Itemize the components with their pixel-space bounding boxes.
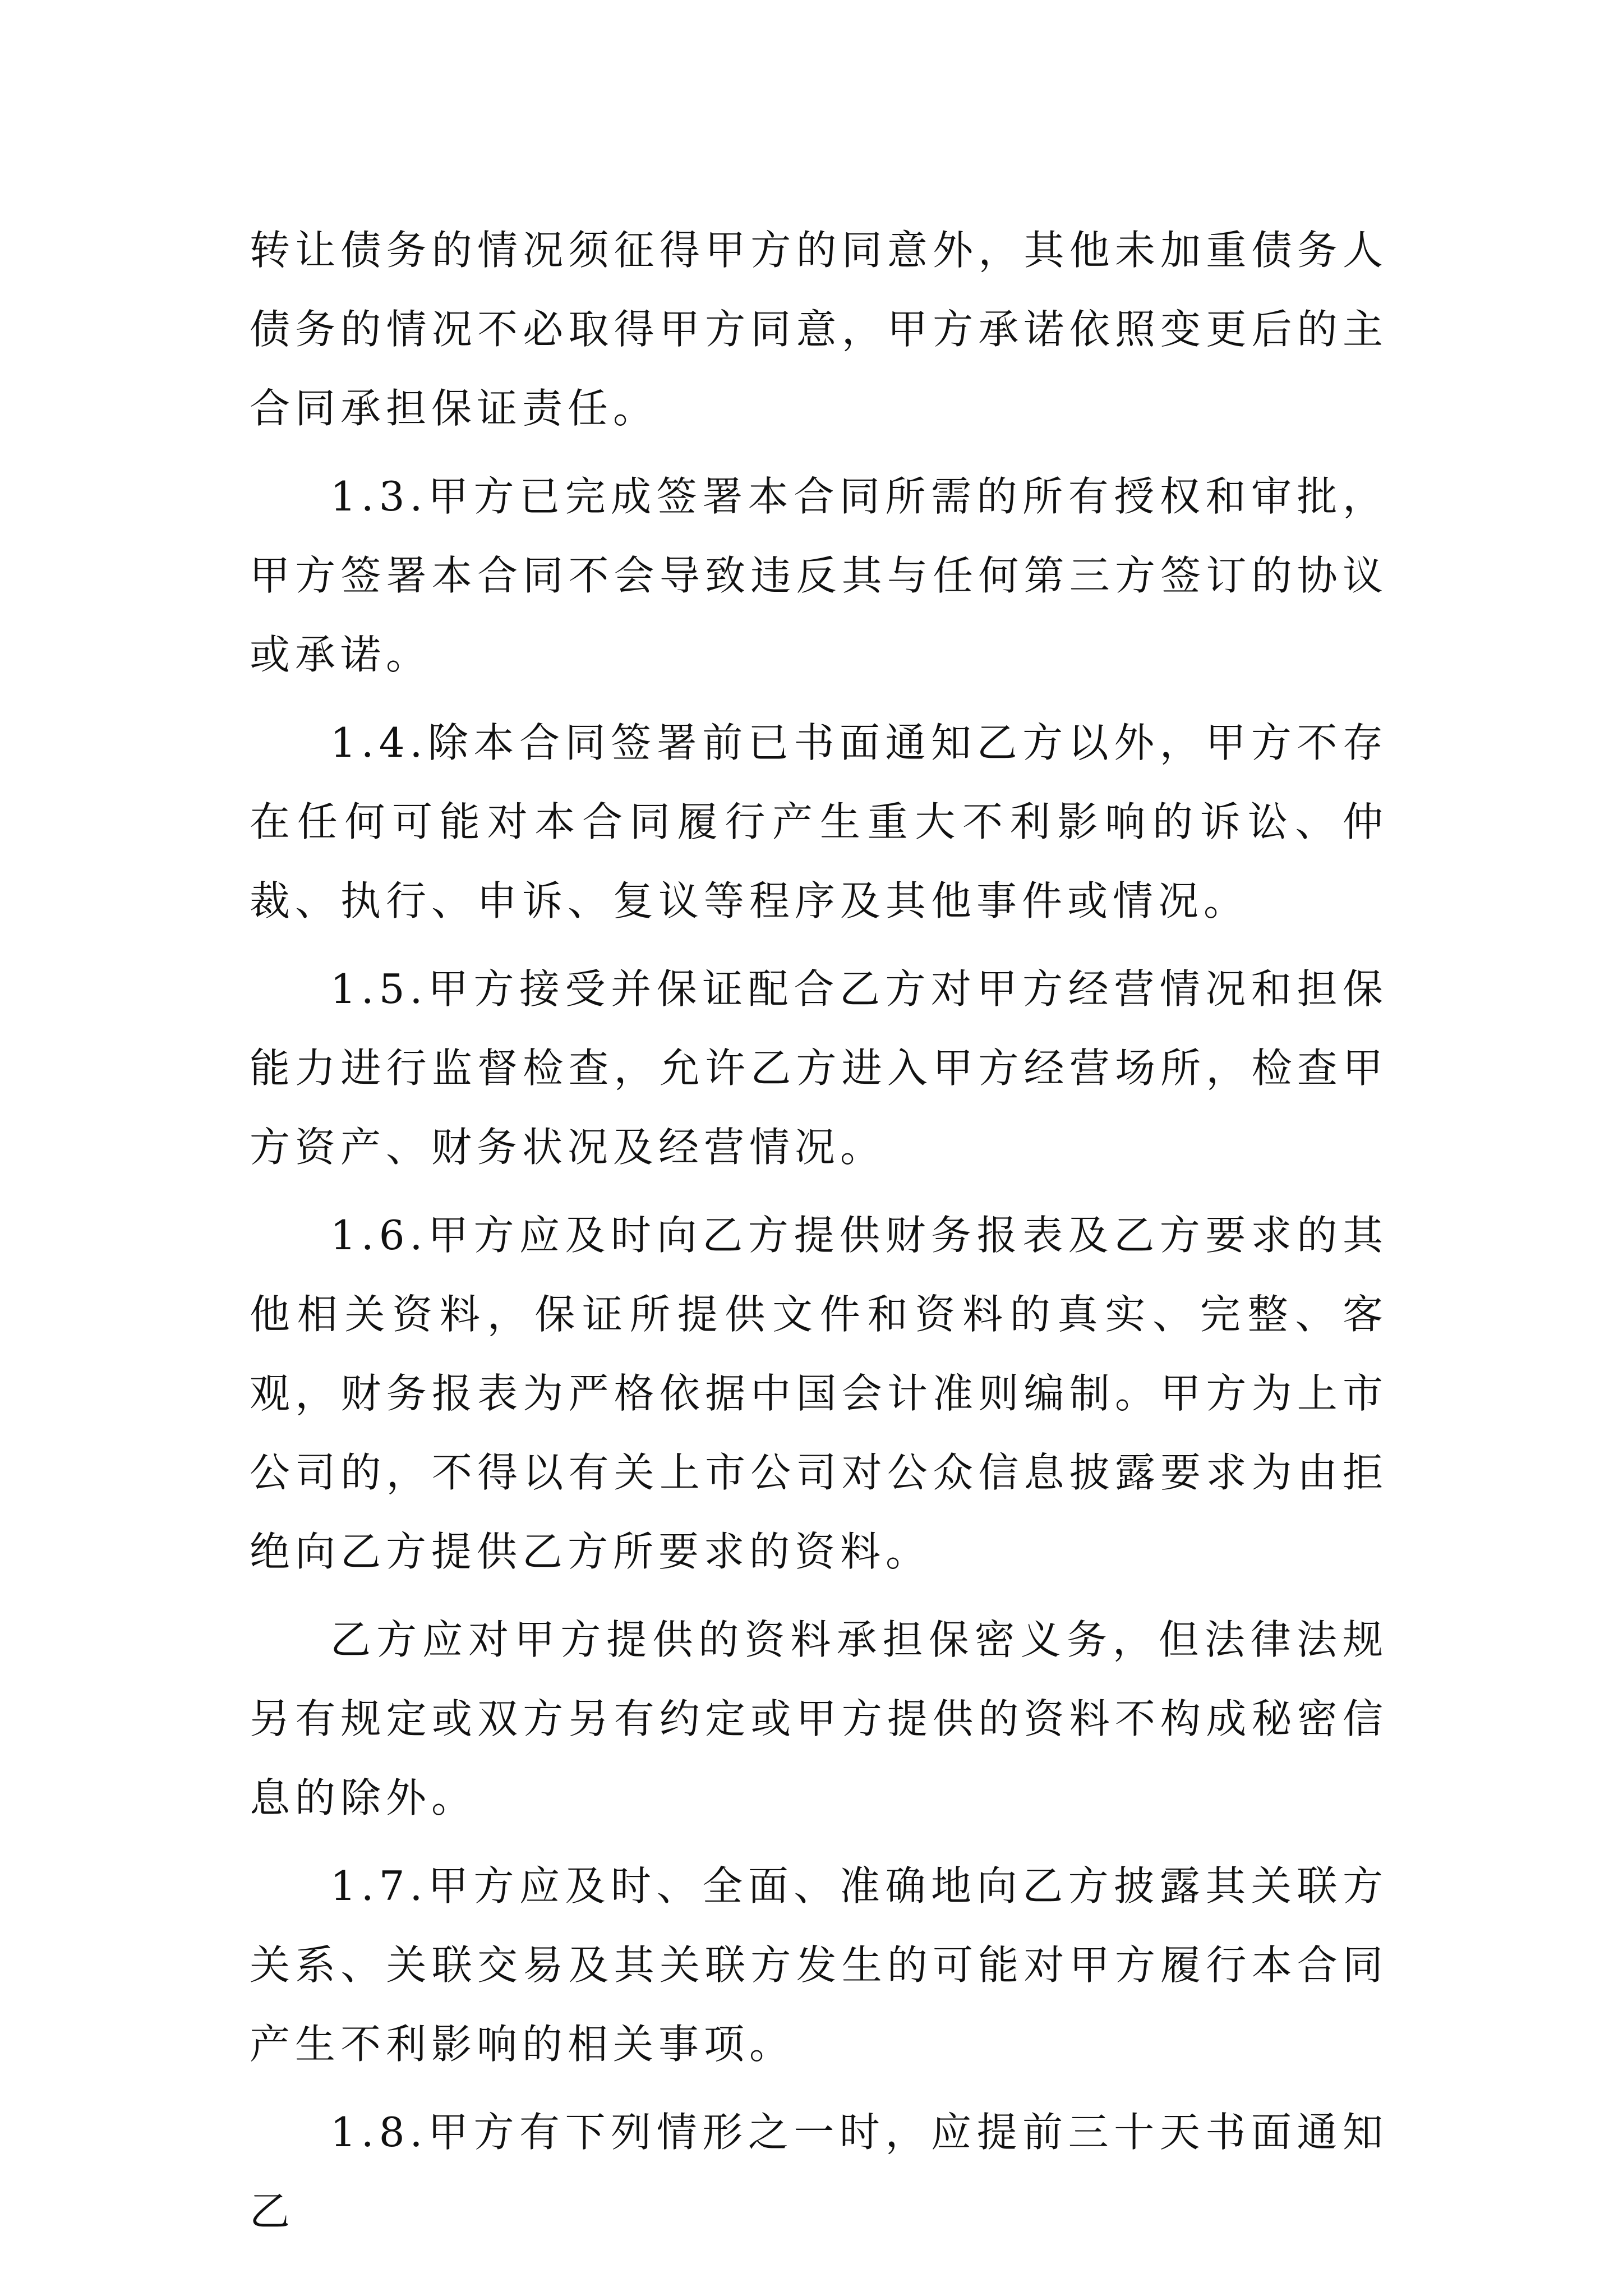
- document-body: [250, 211, 1388, 2260]
- paragraph-clause-1-7: 1.7.甲方应及时、全面、准确地向乙方披露其关联方关系、关联交易及其关联方发生的可能对甲方履行本合同产生不利影响的相关事项。: [250, 1862, 1388, 2068]
- paragraph-clause-1-6: 1.6.甲方应及时向乙方提供财务报表及乙方要求的其他相关资料，保证所提供文件和资料的真实、完整、客观，财务报表为严格依据中国会计准则编制。甲方为上市公司的，不得以有关上市公司对公众信息披露要求为由拒绝向乙方提供乙方所要求的资料。: [250, 1212, 1388, 1575]
- paragraph-clause-1-8: 1.8.甲方有下列情形之一时，应提前三十天书面通知乙: [250, 2109, 1388, 2235]
- paragraph-clause-1-5: 1.5.甲方接受并保证配合乙方对甲方经营情况和担保能力进行监督检查，允许乙方进入甲方经营场所，检查甲方资产、财务状况及经营情况。: [250, 965, 1388, 1171]
- paragraph-confidentiality: 乙方应对甲方提供的资料承担保密义务，但法律法规另有规定或双方另有约定或甲方提供的资料不构成秘密信息的除外。: [250, 1616, 1388, 1821]
- paragraph-continuation: 转让债务的情况须征得甲方的同意外，其他未加重债务人债务的情况不必取得甲方同意，甲方承诺依照变更后的主合同承担保证责任。: [250, 227, 1388, 432]
- paragraph-clause-1-3: 1.3.甲方已完成签署本合同所需的所有授权和审批，甲方签署本合同不会导致违反其与任何第三方签订的协议或承诺。: [250, 473, 1388, 678]
- paragraph-clause-1-4: 1.4.除本合同签署前已书面通知乙方以外，甲方不存在任何可能对本合同履行产生重大不利影响的诉讼、仲裁、执行、申诉、复议等程序及其他事件或情况。: [250, 719, 1388, 924]
